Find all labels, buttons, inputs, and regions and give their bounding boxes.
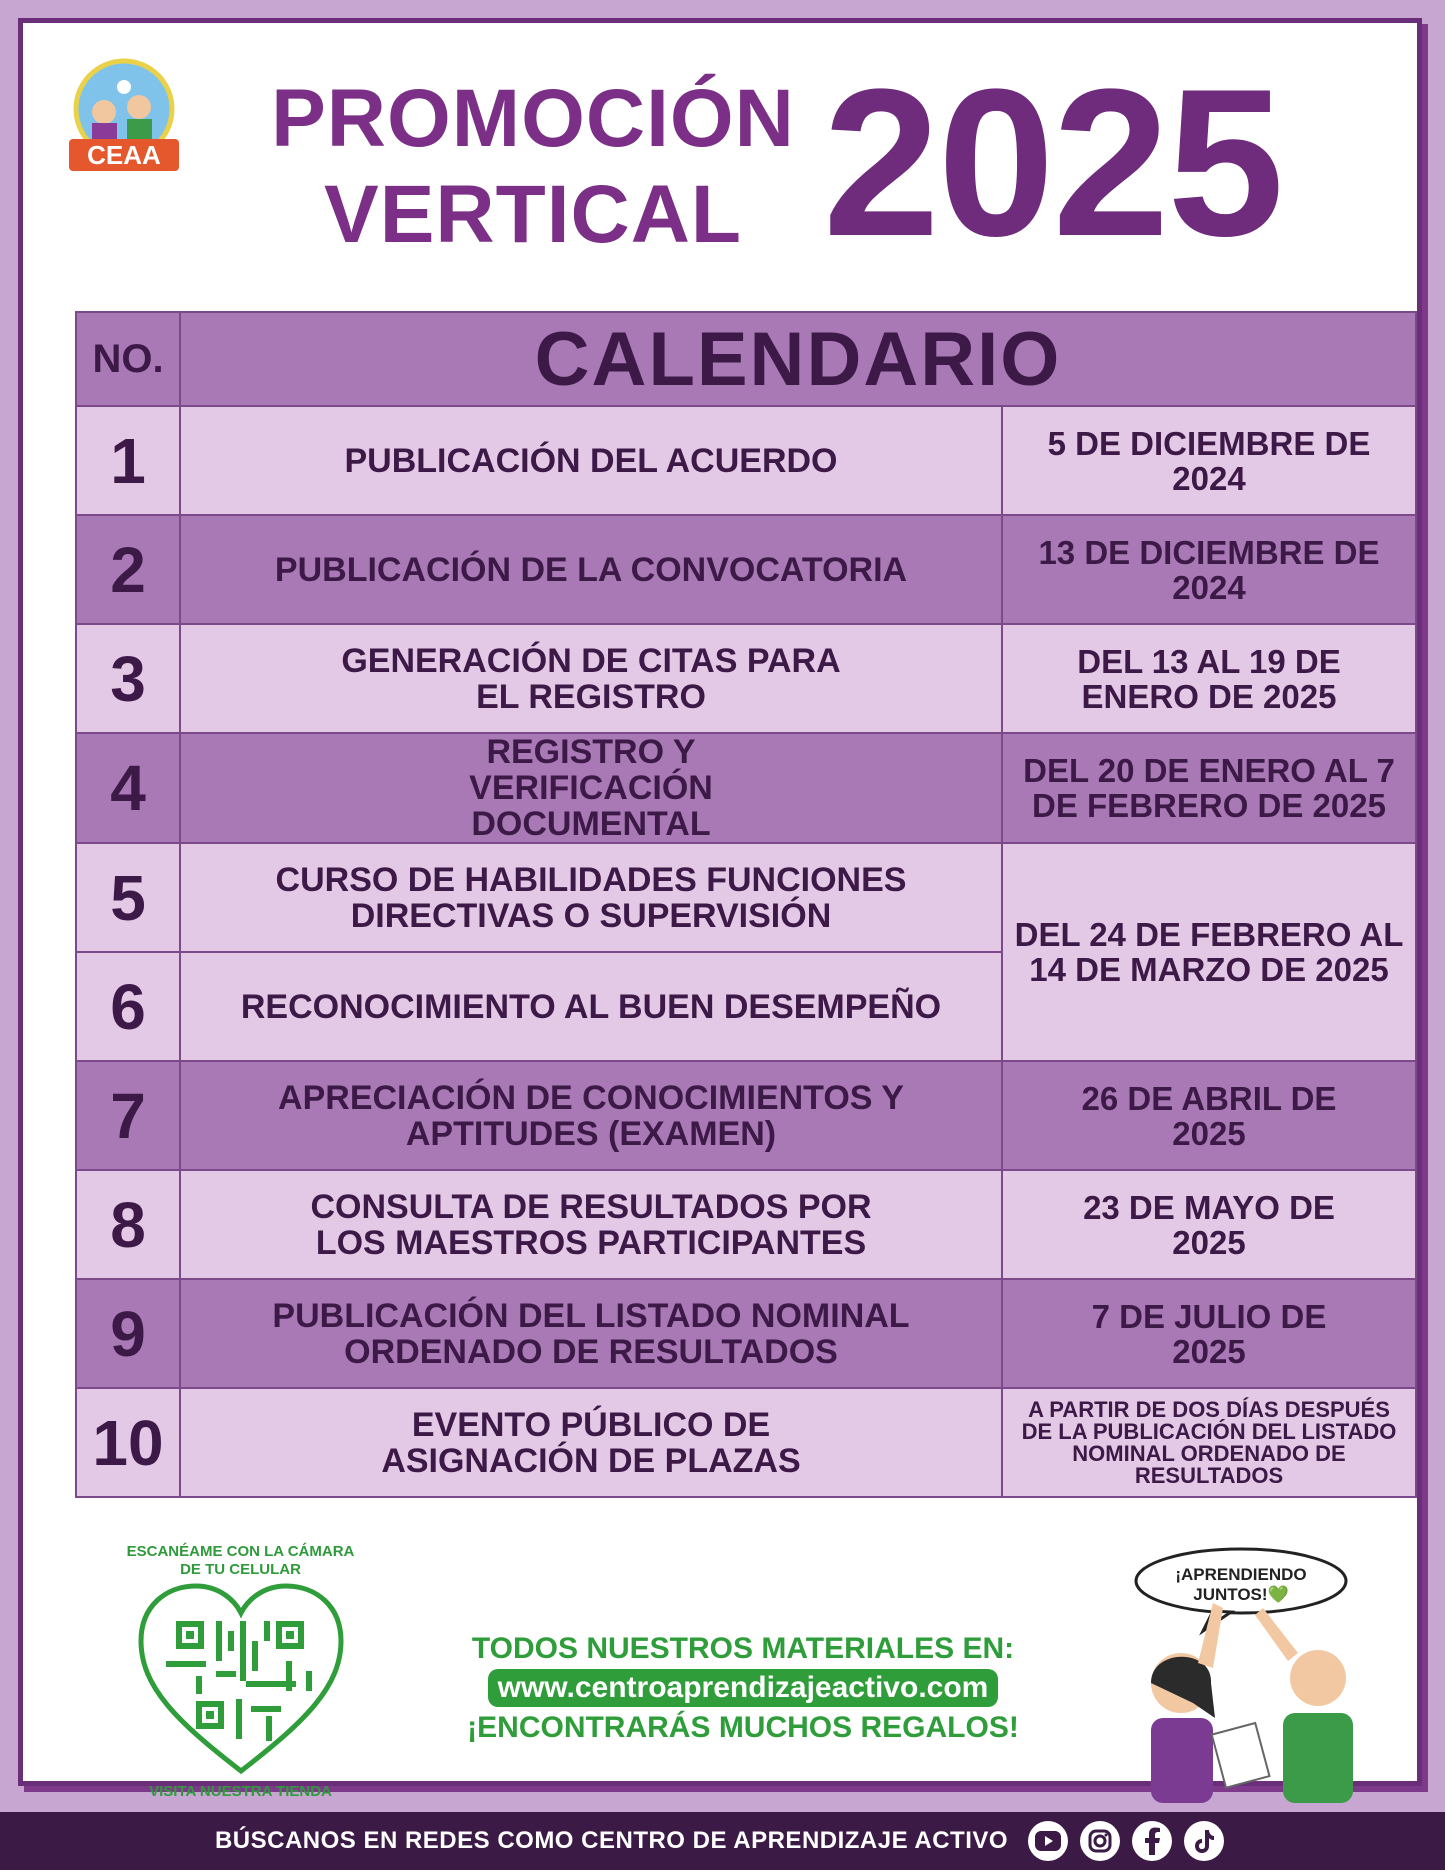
title-promocion [253, 71, 813, 263]
row-date: 26 DE ABRIL DE 2025 [1002, 1061, 1416, 1170]
promo-url-link[interactable]: www.centroaprendizajeactivo.com [488, 1669, 999, 1707]
row-number: 7 [76, 1061, 180, 1170]
row-activity: APRECIACIÓN DE CONOCIMIENTOS Y APTITUDES (EXAMEN) [180, 1061, 1002, 1170]
qr-bottom-text: VISITA NUESTRA TIENDA [149, 1783, 332, 1800]
table-row [76, 624, 1416, 733]
row-activity: REGISTRO Y VERIFICACIÓN DOCUMENTAL [180, 733, 1002, 843]
row-activity: PUBLICACIÓN DE LA CONVOCATORIA [180, 515, 1002, 624]
table-row [76, 515, 1416, 624]
youtube-icon[interactable] [1028, 1821, 1068, 1861]
title-line1: PROMOCIÓN [271, 73, 795, 164]
row-number: 1 [76, 406, 180, 515]
row-date: 7 DE JULIO DE 2025 [1002, 1279, 1416, 1388]
row-number: 8 [76, 1170, 180, 1279]
instagram-icon[interactable] [1080, 1821, 1120, 1861]
qr-section [123, 1543, 358, 1800]
row-date: DEL 24 DE FEBRERO AL 14 DE MARZO DE 2025 [1002, 843, 1416, 1061]
row-activity: PUBLICACIÓN DEL LISTADO NOMINAL ORDENADO DE RESULTADOS [180, 1279, 1002, 1388]
row-activity: PUBLICACIÓN DEL ACUERDO [180, 406, 1002, 515]
promo-block [453, 1631, 1033, 1747]
row-activity: CURSO DE HABILIDADES FUNCIONES DIRECTIVAS O SUPERVISIÓN [180, 843, 1002, 952]
row-date: DEL 20 DE ENERO AL 7 DE FEBRERO DE 2025 [1002, 733, 1416, 843]
bubble-text: ¡APRENDIENDO JUNTOS!💚 [1175, 1565, 1307, 1604]
table-row [76, 1170, 1416, 1279]
table-row [76, 406, 1416, 515]
row-number: 3 [76, 624, 180, 733]
logo-text: CEAA [87, 140, 161, 170]
table-row [76, 1388, 1416, 1497]
row-number: 10 [76, 1388, 180, 1497]
promo-line3: ¡ENCONTRARÁS MUCHOS REGALOS! [467, 1711, 1019, 1744]
table-header-row [76, 312, 1416, 406]
qr-heart-icon[interactable] [136, 1581, 346, 1781]
title-line2: VERTICAL [324, 169, 742, 260]
social-bar [0, 1812, 1445, 1870]
teachers-illustration [1123, 1543, 1383, 1803]
header-calendario: CALENDARIO [180, 312, 1416, 406]
table-row [76, 1279, 1416, 1388]
qr-top-text: ESCANÉAME CON LA CÁMARA DE TU CELULAR [126, 1543, 355, 1578]
row-number: 2 [76, 515, 180, 624]
row-date: 13 DE DICIEMBRE DE 2024 [1002, 515, 1416, 624]
row-activity: CONSULTA DE RESULTADOS POR LOS MAESTROS PARTICIPANTES [180, 1170, 1002, 1279]
table-row [76, 733, 1416, 843]
row-date: A PARTIR DE DOS DÍAS DESPUÉS DE LA PUBLICACIÓN DEL LISTADO NOMINAL ORDENADO DE RESULTADOS [1002, 1388, 1416, 1497]
row-number: 4 [76, 733, 180, 843]
row-number: 6 [76, 952, 180, 1061]
row-date: 5 DE DICIEMBRE DE 2024 [1002, 406, 1416, 515]
row-date: DEL 13 AL 19 DE ENERO DE 2025 [1002, 624, 1416, 733]
ceaa-logo [59, 57, 189, 175]
poster-card [18, 18, 1422, 1800]
header-no: NO. [76, 312, 180, 406]
table-row [76, 843, 1416, 952]
social-text: BÚSCANOS EN REDES COMO CENTRO DE APRENDIZAJE ACTIVO [214, 1827, 1009, 1854]
row-number: 5 [76, 843, 180, 952]
facebook-icon[interactable] [1132, 1821, 1172, 1861]
table-row [76, 1061, 1416, 1170]
title-year: 2025 [823, 45, 1283, 280]
tiktok-icon[interactable] [1184, 1821, 1224, 1861]
row-activity: RECONOCIMIENTO AL BUEN DESEMPEÑO [180, 952, 1002, 1061]
row-activity: EVENTO PÚBLICO DE ASIGNACIÓN DE PLAZAS [180, 1388, 1002, 1497]
row-number: 9 [76, 1279, 180, 1388]
promo-line1: TODOS NUESTROS MATERIALES EN: [471, 1632, 1015, 1665]
row-activity: GENERACIÓN DE CITAS PARA EL REGISTRO [180, 624, 1002, 733]
calendar-table [75, 311, 1417, 1498]
row-date: 23 DE MAYO DE 2025 [1002, 1170, 1416, 1279]
